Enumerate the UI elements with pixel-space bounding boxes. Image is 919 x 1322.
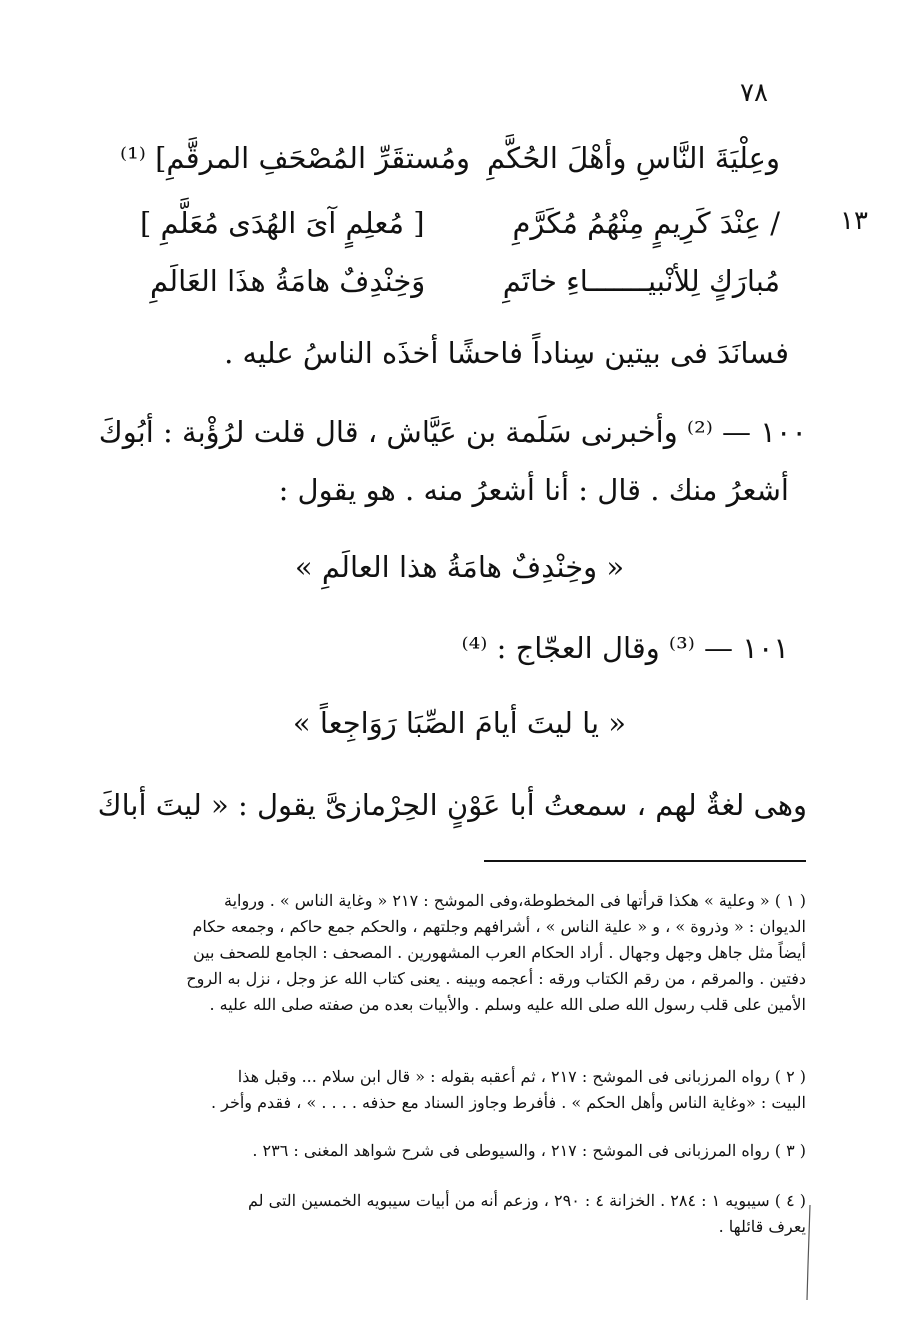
- line-number: ١٣: [840, 206, 868, 236]
- footnote-1-line: الديوان : « وذروة » ، و « علية الناس » ، أشرافهم وجلتهم ، والحكم جمع حاكم ، وجمعه حكام: [192, 917, 806, 936]
- item-100-line-1: ١٠٠ — ⁽²⁾ وأخبرنى سَلَمة بن عَيَّاش ، قال قلت لرُؤْبة : أبُوكَ: [98, 415, 807, 449]
- footnote-2-line: البيت : «وغاية الناس وأهل الحكم » . فأفرط وجاوز السناد مع حذفه . . . . » ، فقدم وأخر .: [210, 1093, 806, 1112]
- footnote-1-line: الأمين على قلب رسول الله صلى الله عليه وسلم . والأبيات بعده من صفته صلى الله عليه .: [209, 995, 806, 1014]
- verse-3-right-hemistich: مُبارَكٍ لِلأنْبيـــــــاءِ خاتَمِ: [502, 264, 780, 298]
- verse-2-right-hemistich: / عِنْدَ كَرِيمٍ مِنْهُمُ مُكَرَّمِ: [512, 206, 780, 240]
- item-101-line: ١٠١ — ⁽³⁾ وقال العجّاج : ⁽⁴⁾: [461, 631, 789, 665]
- verse-2-left-hemistich: [ مُعلِمٍ آىَ الهُدَى مُعَلَّمِ ]: [140, 206, 425, 240]
- footnote-2-line: ( ٢ ) رواه المرزبانى فى الموشح : ٢١٧ ، ثم أعقبه بقوله : « قال ابن سلام ... وقبل هذا: [237, 1067, 806, 1086]
- footnote-1-line: دفتين . والمرقم ، من رقم الكتاب ورقه : أعجمه وبينه . يعنى كتاب الله عز وجل ، نزل به الروح: [186, 969, 806, 988]
- footnote-divider: [484, 860, 806, 862]
- prose-sinad-note: فسانَدَ فى بيتين سِناداً فاحشًا أخذَه الناسُ عليه .: [224, 336, 789, 370]
- verse-1-right-hemistich: وعِلْيَةَ النَّاسِ وأهْلَ الحُكَّمِ: [487, 141, 780, 175]
- verse-line-2: [140, 205, 780, 245]
- footnote-1-line: أيضاً مثل جاهل وجهل وجهال . أراد الحكام العرب المشهورين . المصحف : الجامع للصحف بين: [192, 943, 806, 962]
- quoted-verse-2: « يا ليتَ أيامَ الصِّبَا رَوَاجِعاً »: [292, 706, 627, 740]
- footnote-3: [116, 1138, 806, 1164]
- footnote-1: [116, 888, 806, 1018]
- margin-scratch-mark: [806, 1205, 809, 1300]
- footnote-2: [116, 1064, 806, 1116]
- footnote-3-line: ( ٣ ) رواه المرزبانى فى الموشح : ٢١٧ ، والسيوطى فى شرح شواهد المغنى : ٢٣٦ .: [252, 1141, 806, 1160]
- footnote-4: [116, 1188, 806, 1240]
- footnote-4-line: ( ٤ ) سيبويه ١ : ٢٨٤ . الخزانة ٤ : ٢٩٠ ، وزعم أنه من أبيات سيبويه الخمسين التى لم: [248, 1191, 806, 1210]
- verse-1-left-hemistich: ومُستقَرِّ المُصْحَفِ المرقَّمِ] ⁽¹⁾: [120, 141, 471, 175]
- verse-3-left-hemistich: وَخِنْدِفٌ هامَةُ هذَا العَالَمِ: [150, 264, 426, 298]
- page-number: ٧٨: [740, 78, 768, 108]
- footnote-1-line: ( ١ ) « وعلية » هكذا قرأتها فى المخطوطة،وفى الموشح : ٢١٧ « وغاية الناس » . ورواية: [224, 891, 806, 910]
- item-100-line-2: أشعرُ منك . قال : أنا أشعرُ منه . هو يقول :: [278, 473, 789, 507]
- prose-dialect-note: وهى لغةٌ لهم ، سمعتُ أبا عَوْنٍ الحِرْمازىَّ يقول : « ليتَ أباكَ: [97, 788, 807, 822]
- quoted-verse-1: « وخِنْدِفٌ هامَةُ هذا العالَمِ »: [294, 550, 625, 584]
- verse-line-3: [150, 263, 780, 303]
- footnote-4-line: يعرف قائلها .: [718, 1217, 806, 1236]
- verse-line-1: [120, 140, 780, 180]
